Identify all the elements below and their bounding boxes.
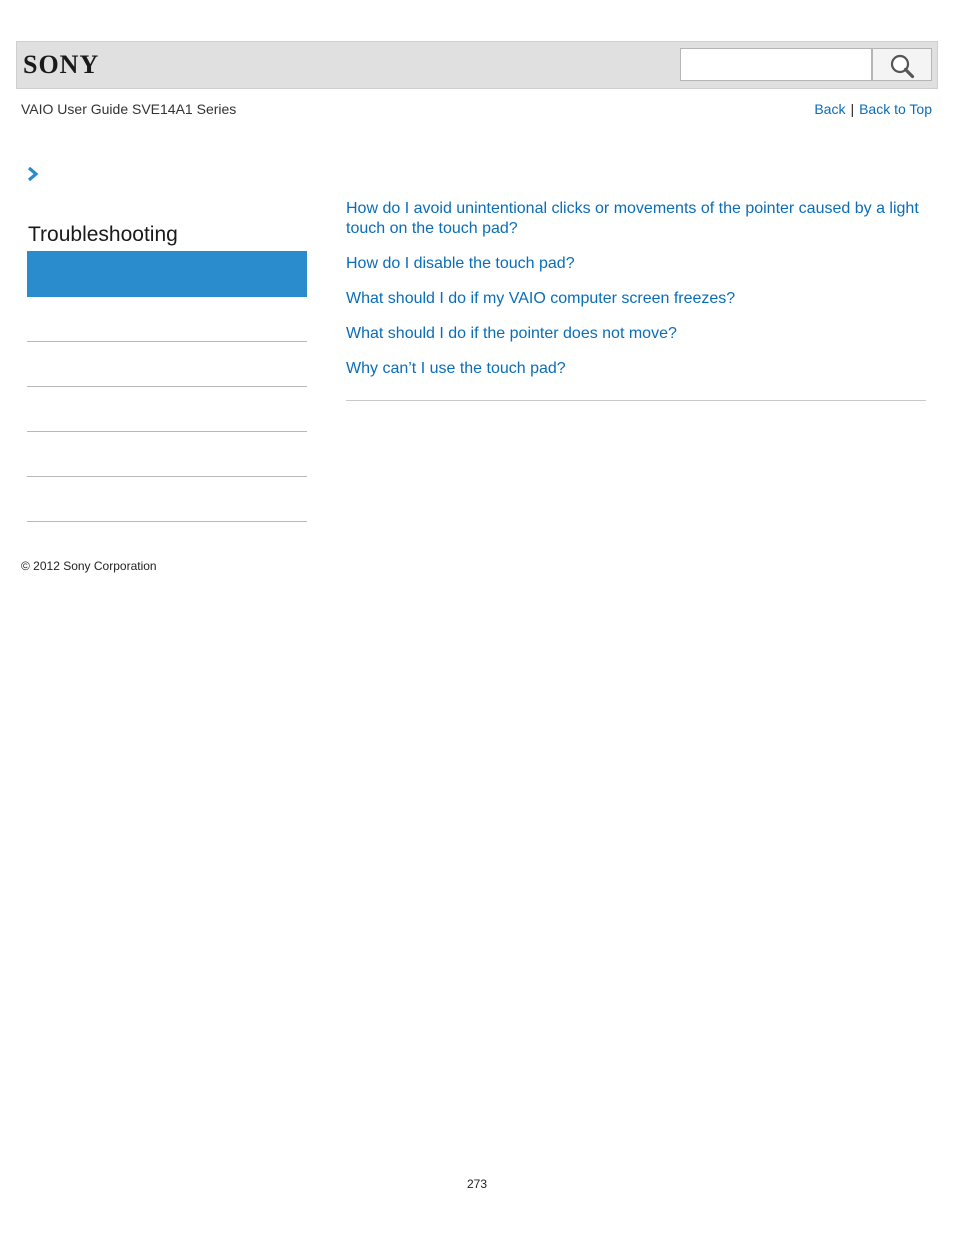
topic-link-pointer-not-moving[interactable]: What should I do if the pointer does not move? — [346, 325, 677, 342]
topic-link-screen-freezes[interactable]: What should I do if my VAIO computer screen freezes? — [346, 290, 736, 307]
sidebar — [27, 222, 307, 522]
nav-separator: | — [850, 101, 855, 117]
topic-link-disable-touch-pad[interactable]: How do I disable the touch pad? — [346, 255, 575, 272]
breadcrumb[interactable] — [26, 166, 40, 187]
sony-logo[interactable]: SONY — [23, 50, 100, 79]
top-navigation — [814, 101, 932, 117]
back-to-top-link[interactable]: Back to Top — [859, 101, 932, 117]
topic-link-list — [346, 199, 926, 394]
page-number: 273 — [466, 1177, 488, 1191]
topic-link-cannot-use-touch-pad[interactable]: Why can’t I use the touch pad? — [346, 360, 566, 377]
sidebar-item[interactable] — [27, 477, 307, 522]
sidebar-item[interactable] — [27, 297, 307, 342]
sidebar-active-item[interactable] — [27, 251, 307, 297]
header-bar — [16, 41, 938, 89]
magnifier-icon — [889, 53, 915, 79]
back-link[interactable]: Back — [814, 101, 846, 117]
copyright: © 2012 Sony Corporation — [21, 559, 157, 573]
search-input[interactable] — [680, 48, 872, 81]
content-divider — [346, 400, 926, 401]
sidebar-item[interactable] — [27, 342, 307, 387]
sidebar-title: Troubleshooting — [28, 223, 178, 246]
search-button[interactable] — [872, 48, 932, 81]
chevron-right-icon — [26, 166, 40, 182]
sidebar-item[interactable] — [27, 387, 307, 432]
guide-title: VAIO User Guide SVE14A1 Series — [21, 101, 237, 117]
topic-link-unintentional-clicks[interactable]: How do I avoid unintentional clicks or movements of the pointer caused by a light touch on the touch pad? — [346, 200, 919, 237]
sidebar-item[interactable] — [27, 432, 307, 477]
